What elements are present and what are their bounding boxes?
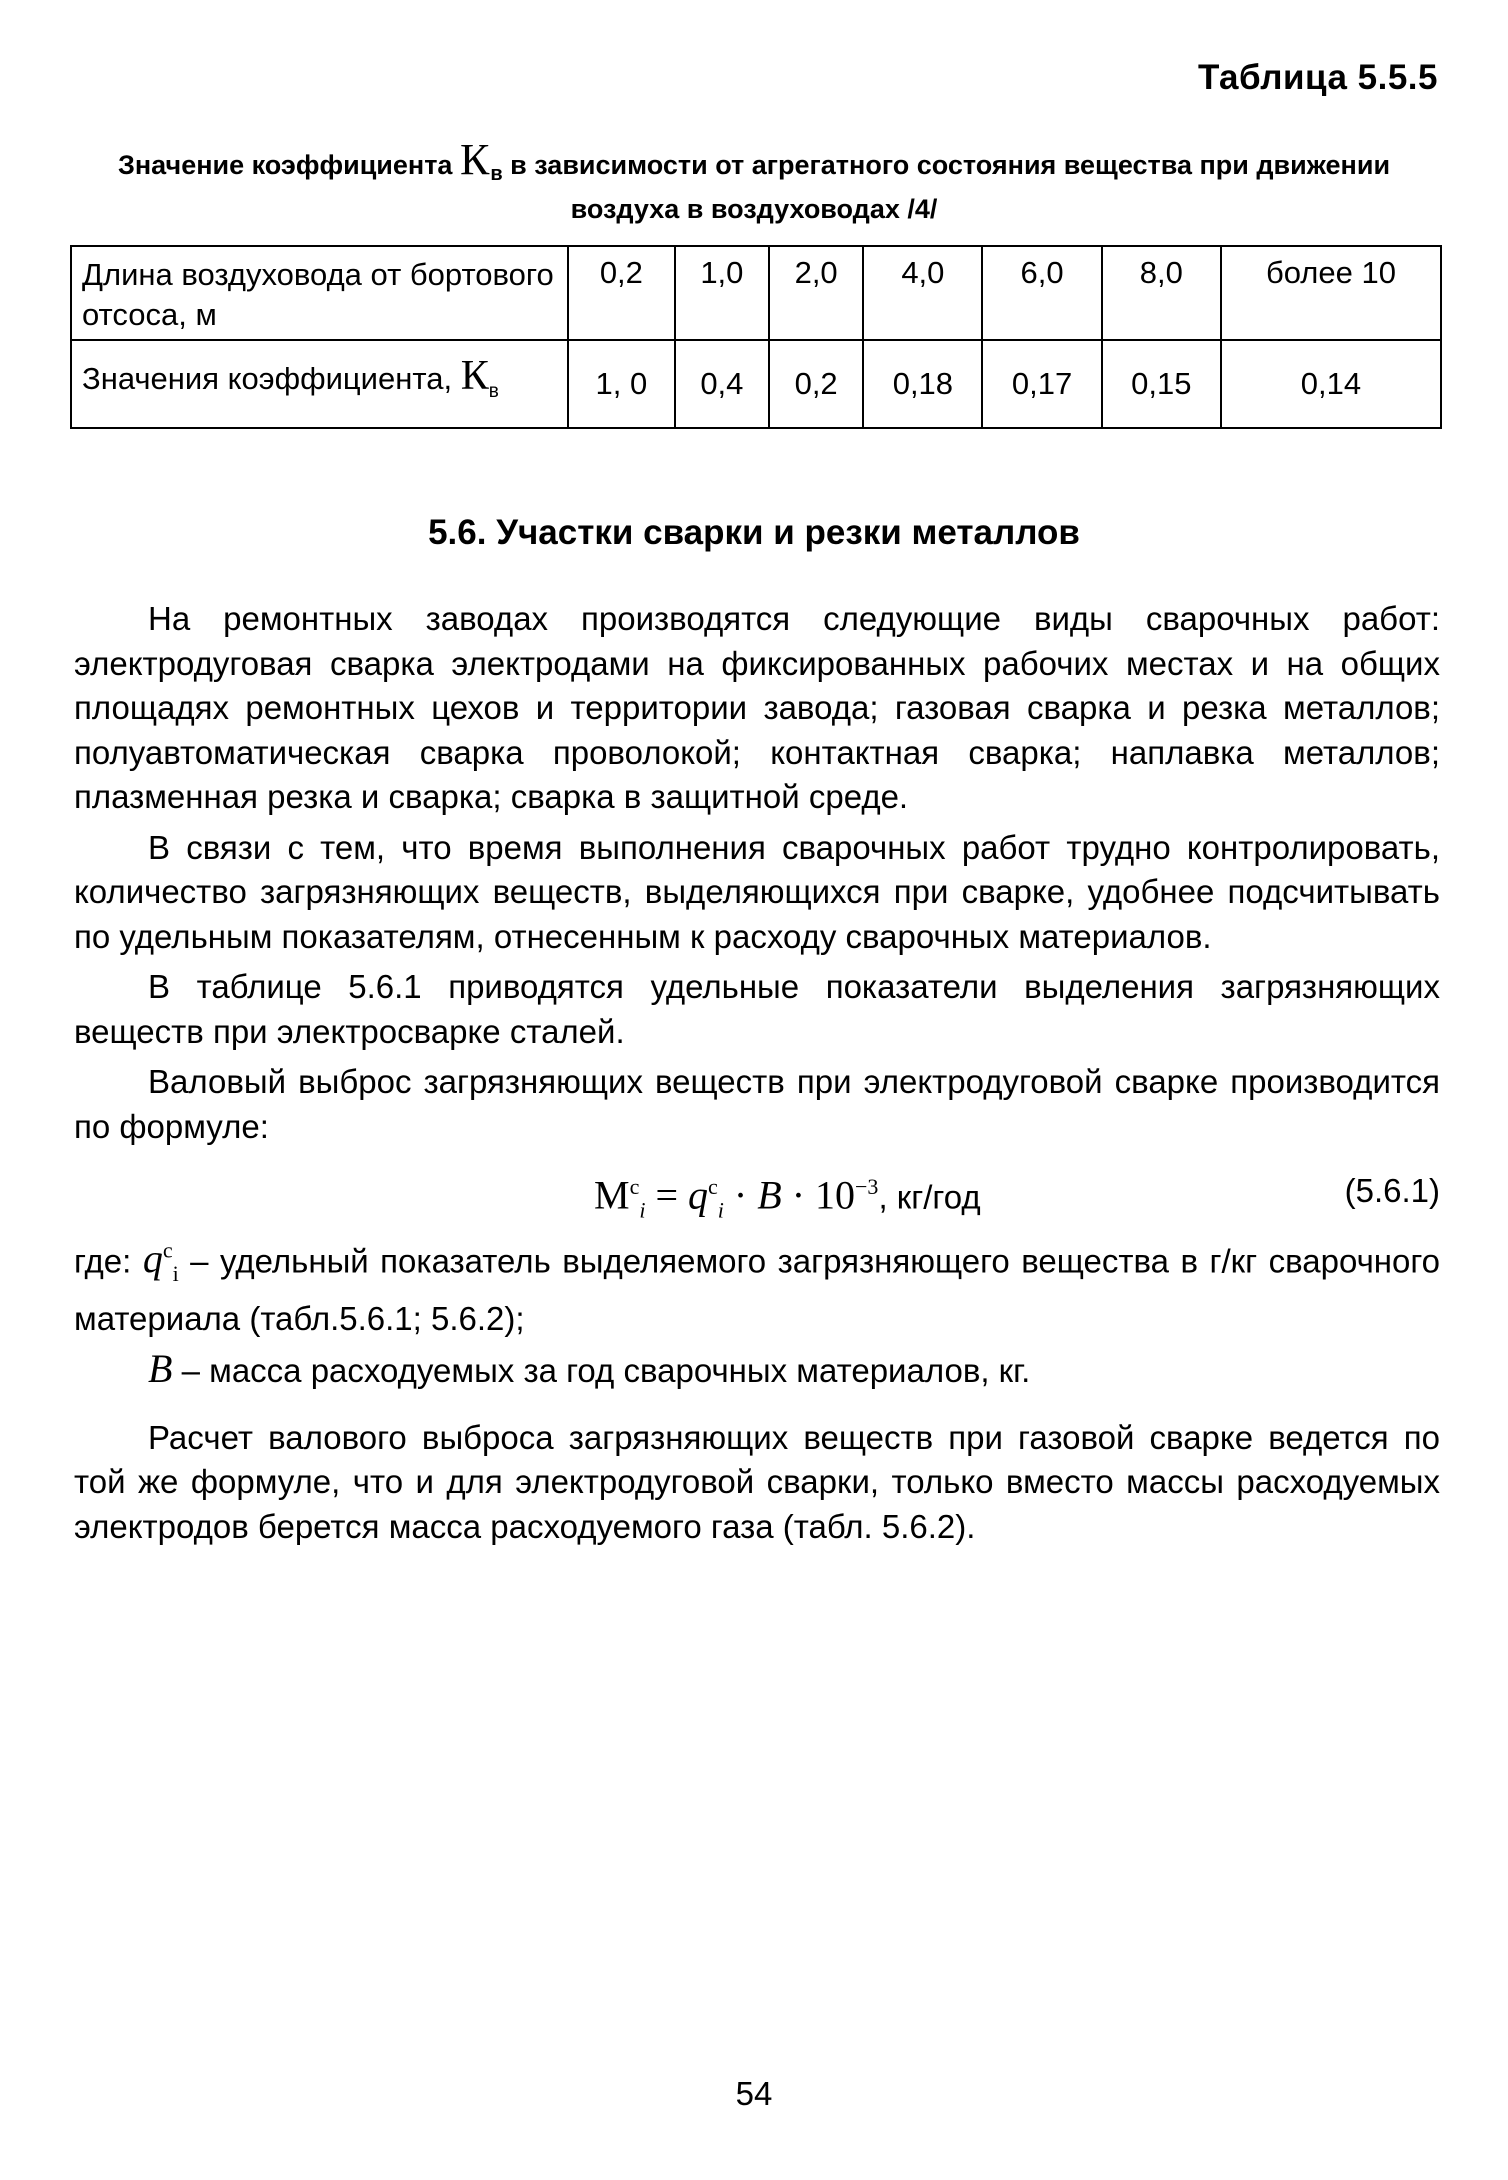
formula-number: (5.6.1)	[1344, 1172, 1440, 1209]
formula	[594, 1165, 981, 1233]
page-number: 54	[735, 2075, 773, 2112]
where-b-symbol: B	[148, 1346, 173, 1392]
caption-part1: Значение коэффициента	[117, 150, 453, 180]
table-cell: 0,2	[769, 340, 863, 428]
section-title: 5.6. Участки сварки и резки металлов	[428, 513, 1080, 552]
formula-power-exp: −3	[855, 1174, 879, 1199]
formula-unit: , кг/год	[878, 1178, 981, 1216]
row-header-length: Длина воздуховода от бортового отсоса, м	[71, 246, 568, 340]
table-row-length	[71, 246, 1441, 340]
table-cell: более 10	[1221, 246, 1441, 340]
q-sub: i	[172, 1261, 179, 1287]
table-cell: 1, 0	[568, 340, 675, 428]
table-caption	[70, 135, 1438, 231]
paragraph-2: В связи с тем, что время выполнения сварочных работ трудно контролировать, количество загрязняющих веществ, выделяющихся при сварке, удобнее подсчитывать по удельным показателям, отнесенным к расходу сварочных материалов.	[74, 828, 1440, 955]
where-label: где:	[74, 1242, 132, 1280]
table-cell: 1,0	[675, 246, 769, 340]
where-b-text: – масса расходуемых за год сварочных материалов, кг.	[181, 1352, 1031, 1390]
kv-letter: К	[459, 135, 490, 184]
where-q-symbol	[142, 1236, 179, 1287]
paragraph-1: На ремонтных заводах производятся следующие виды сварочных работ: электродуговая сварка электродами на фиксированных рабочих местах и на общих площадях ремонтных цехов и территории завода; газовая сварка и резка металлов; полуавтоматическая сварка проволокой; контактная сварка; наплавка металлов; плазменная резка и сварка; сварка в защитной среде.	[74, 600, 1440, 815]
formula-lhs-sub: i	[639, 1197, 646, 1223]
table-cell: 0,17	[982, 340, 1101, 428]
kv-subscript: в	[490, 163, 503, 185]
section-body	[74, 597, 1440, 1555]
formula-dot: ·	[733, 1172, 748, 1218]
caption-kv-symbol	[460, 135, 503, 184]
caption-part2: в зависимости от агрегатного состояния вещества при движении воздуха в воздуховодах /4/	[510, 150, 1391, 224]
where-q-line	[74, 1229, 1440, 1341]
formula-row	[74, 1159, 1440, 1229]
formula-q: q	[688, 1172, 709, 1218]
table-cell: 2,0	[769, 246, 863, 340]
table-cell: 6,0	[982, 246, 1101, 340]
paragraph-4: Валовый выброс загрязняющих веществ при электродуговой сварке производится по формуле:	[74, 1063, 1440, 1145]
formula-q-sub: i	[717, 1197, 724, 1223]
kv-subscript: в	[488, 381, 499, 402]
paragraph-3: В таблице 5.6.1 приводятся удельные показатели выделения загрязняющих веществ при электросварке сталей.	[74, 968, 1440, 1050]
formula-equals: =	[655, 1172, 679, 1218]
q-letter: q	[142, 1236, 163, 1282]
formula-q-sup: c	[708, 1174, 718, 1199]
coefficient-table	[70, 245, 1442, 429]
table-cell: 0,2	[568, 246, 675, 340]
row-header-coefficient	[71, 340, 568, 428]
table-cell: 0,15	[1102, 340, 1221, 428]
table-cell: 0,18	[863, 340, 982, 428]
table-cell: 0,4	[675, 340, 769, 428]
where-q-text: – удельный показатель выделяемого загрязняющего вещества в г/кг сварочного материала (табл.5.6.1; 5.6.2);	[74, 1242, 1441, 1337]
formula-lhs: M	[594, 1172, 630, 1218]
table-row-coefficient	[71, 340, 1441, 428]
formula-lhs-sup: c	[629, 1174, 640, 1199]
kv-letter: К	[460, 353, 489, 399]
formula-power-base: 10	[815, 1172, 856, 1218]
where-b-line	[74, 1347, 1440, 1394]
row-kv-symbol	[460, 353, 499, 402]
paragraph-5: Расчет валового выброса загрязняющих веществ при газовой сварке ведется по той же формуле, что и для электродуговой сварки, только вместо массы расходуемых электродов берется масса расходуемого газа (табл. 5.6.2).	[74, 1418, 1440, 1545]
q-sup: c	[162, 1238, 173, 1263]
row-header-text: Значения коэффициента,	[82, 361, 453, 396]
table-cell: 4,0	[863, 246, 982, 340]
table-cell: 8,0	[1102, 246, 1221, 340]
table-cell: 0,14	[1221, 340, 1441, 428]
formula-b: B	[757, 1172, 782, 1218]
formula-dot: ·	[791, 1172, 806, 1218]
table-number: Таблица 5.5.5	[1198, 58, 1438, 97]
